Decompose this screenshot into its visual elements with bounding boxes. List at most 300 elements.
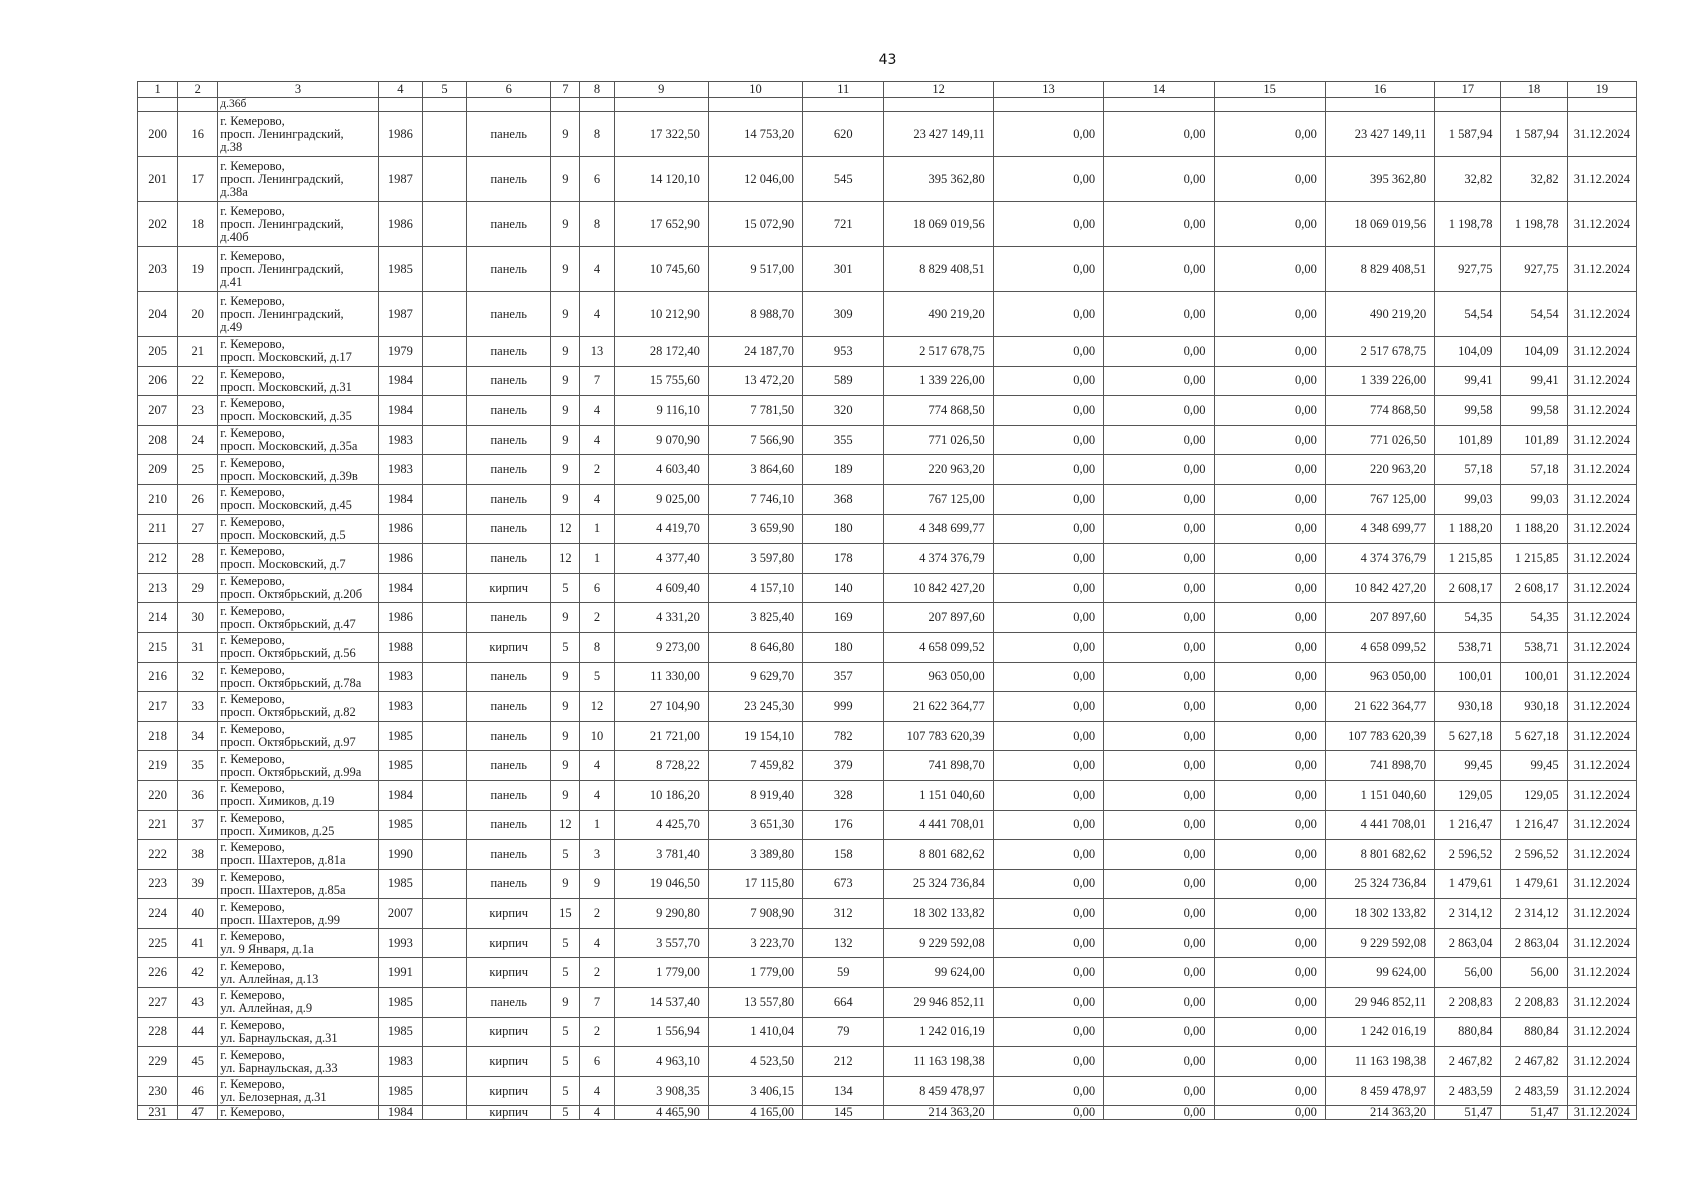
table-cell-col4: 1986: [378, 544, 422, 574]
table-cell-col17: 2 608,17: [1435, 573, 1501, 603]
table-cell-col14: 0,00: [1104, 899, 1214, 929]
table-cell-col9: 3 781,40: [614, 840, 708, 870]
table-cell-col19: 31.12.2024: [1567, 157, 1636, 202]
table-cell-col11: 357: [803, 662, 884, 692]
table-cell-col12: 2 517 678,75: [884, 337, 993, 367]
table-cell-col7: 12: [551, 810, 580, 840]
table-cell-col10: 19 154,10: [708, 721, 802, 751]
table-cell-col12: 220 963,20: [884, 455, 993, 485]
table-cell-col17: 101,89: [1435, 425, 1501, 455]
table-cell-col5: [422, 928, 466, 958]
address-cell: г. Кемерово, просп. Московский, д.31: [218, 366, 379, 396]
table-row: [138, 484, 1637, 514]
table-cell-col17: 2 208,83: [1435, 988, 1501, 1018]
table-cell-col12: 767 125,00: [884, 484, 993, 514]
table-cell-col15: 0,00: [1214, 899, 1325, 929]
table-cell-col11: 301: [803, 247, 884, 292]
table-cell-col15: 0,00: [1214, 632, 1325, 662]
table-row: [138, 958, 1637, 988]
table-cell-col5: [422, 1017, 466, 1047]
table-cell-col12: 4 658 099,52: [884, 632, 993, 662]
table-cell-col4: 1993: [378, 928, 422, 958]
table-cell-col2: 31: [178, 632, 218, 662]
table-row: [138, 692, 1637, 722]
table-cell-col15: 0,00: [1214, 780, 1325, 810]
table-cell-col14: 0,00: [1104, 292, 1214, 337]
table-cell-col7: 9: [551, 751, 580, 781]
table-cell-col10: 13 557,80: [708, 988, 802, 1018]
table-cell-col17: 99,58: [1435, 396, 1501, 426]
table-cell-col5: [422, 1076, 466, 1106]
table-cell-col5: [422, 840, 466, 870]
table-cell-col17: 1 587,94: [1435, 112, 1501, 157]
table-cell-col15: 0,00: [1214, 1106, 1325, 1120]
table-cell-col9: 14 120,10: [614, 157, 708, 202]
table-cell-col14: 0,00: [1104, 632, 1214, 662]
table-cell-col18: 2 483,59: [1501, 1076, 1567, 1106]
table-cell-col14: 0,00: [1104, 988, 1214, 1018]
table-cell-col12: 9 229 592,08: [884, 928, 993, 958]
table-cell-col1: 231: [138, 1106, 178, 1120]
table-cell-col13: 0,00: [993, 721, 1103, 751]
table-cell-col10: 3 825,40: [708, 603, 802, 633]
table-cell-col2: 28: [178, 544, 218, 574]
table-cell-col15: 0,00: [1214, 337, 1325, 367]
table-cell-col19: 31.12.2024: [1567, 514, 1636, 544]
table-cell-col5: [422, 721, 466, 751]
table-cell-col18: 1 587,94: [1501, 112, 1567, 157]
table-row: [138, 632, 1637, 662]
table-row: [138, 869, 1637, 899]
table-cell-col12: 29 946 852,11: [884, 988, 993, 1018]
table-cell-col17: 2 467,82: [1435, 1047, 1501, 1077]
table-cell-col7: 9: [551, 157, 580, 202]
table-cell-col12: 4 374 376,79: [884, 544, 993, 574]
table-cell-col12: 395 362,80: [884, 157, 993, 202]
table-cell-col17: 99,03: [1435, 484, 1501, 514]
table-cell-col18: 99,45: [1501, 751, 1567, 781]
table-cell-col5: [422, 425, 466, 455]
table-cell-col6: панель: [467, 202, 551, 247]
table-cell-col6: кирпич: [467, 958, 551, 988]
table-cell-col17: 2 314,12: [1435, 899, 1501, 929]
table-cell-col6: кирпич: [467, 1017, 551, 1047]
table-cell-col1: 211: [138, 514, 178, 544]
table-cell-col18: 930,18: [1501, 692, 1567, 722]
table-cell-col19: 31.12.2024: [1567, 544, 1636, 574]
table-cell-col13: 0,00: [993, 112, 1103, 157]
table-cell-col9: 10 212,90: [614, 292, 708, 337]
continuation-row: [138, 98, 1637, 112]
table-cell-col9: 1 556,94: [614, 1017, 708, 1047]
table-cell-col13: 0,00: [993, 484, 1103, 514]
table-cell-col12: 21 622 364,77: [884, 692, 993, 722]
table-cell-col18: 104,09: [1501, 337, 1567, 367]
table-cell-col8: 4: [580, 751, 614, 781]
column-header-2: 2: [178, 82, 218, 98]
table-cell-col9: 9 290,80: [614, 899, 708, 929]
table-row: [138, 544, 1637, 574]
table-cell-col9: 3 557,70: [614, 928, 708, 958]
table-cell-col17: 1 188,20: [1435, 514, 1501, 544]
table-cell-col7: 5: [551, 1047, 580, 1077]
table-cell-col8: 2: [580, 958, 614, 988]
table-cell-col6: панель: [467, 337, 551, 367]
table-cell-col13: 0,00: [993, 366, 1103, 396]
table-cell-col19: 31.12.2024: [1567, 112, 1636, 157]
table-cell-col14: 0,00: [1104, 337, 1214, 367]
table-cell-col9: 9 116,10: [614, 396, 708, 426]
table-cell-col13: 0,00: [993, 1047, 1103, 1077]
table-cell-col15: 0,00: [1214, 869, 1325, 899]
table-cell-col5: [422, 573, 466, 603]
table-cell-col9: 4 609,40: [614, 573, 708, 603]
table-cell-col1: 204: [138, 292, 178, 337]
table-cell-col4: 1986: [378, 603, 422, 633]
column-header-18: 18: [1501, 82, 1567, 98]
table-cell-col15: 0,00: [1214, 988, 1325, 1018]
table-cell-col19: 31.12.2024: [1567, 662, 1636, 692]
table-cell-col7: 5: [551, 1017, 580, 1047]
table-cell-col1: 203: [138, 247, 178, 292]
table-cell-col8: 2: [580, 1017, 614, 1047]
address-cell: г. Кемерово, просп. Ленинградский, д.38а: [218, 157, 379, 202]
table-cell-col8: 2: [580, 455, 614, 485]
table-cell-col17: 51,47: [1435, 1106, 1501, 1120]
table-cell-col6: панель: [467, 692, 551, 722]
table-cell-col2: 36: [178, 780, 218, 810]
table-cell-col19: 31.12.2024: [1567, 366, 1636, 396]
table-cell-col16: 207 897,60: [1325, 603, 1434, 633]
column-header-14: 14: [1104, 82, 1214, 98]
table-cell-col11: 545: [803, 157, 884, 202]
table-cell-col14: 0,00: [1104, 573, 1214, 603]
table-cell-col8: 13: [580, 337, 614, 367]
table-row: [138, 603, 1637, 633]
table-cell-col10: 15 072,90: [708, 202, 802, 247]
table-cell-col2: 41: [178, 928, 218, 958]
table-cell-col9: 4 419,70: [614, 514, 708, 544]
table-cell-col10: 7 459,82: [708, 751, 802, 781]
table-cell-col5: [422, 112, 466, 157]
address-cell: г. Кемерово, просп. Октябрьский, д.20б: [218, 573, 379, 603]
table-cell-col17: 54,54: [1435, 292, 1501, 337]
table-cell-col4: 1985: [378, 247, 422, 292]
page-number: 43: [878, 52, 897, 68]
table-cell-col4: 1984: [378, 366, 422, 396]
table-cell-col12: 107 783 620,39: [884, 721, 993, 751]
table-cell-col5: [422, 514, 466, 544]
table-row: [138, 292, 1637, 337]
table-cell-col16: 18 069 019,56: [1325, 202, 1434, 247]
table-cell-col14: 0,00: [1104, 1047, 1214, 1077]
table-cell-col6: панель: [467, 157, 551, 202]
table-cell-col5: [422, 810, 466, 840]
table-cell-col15: 0,00: [1214, 484, 1325, 514]
table-cell-col17: 2 483,59: [1435, 1076, 1501, 1106]
table-cell-col13: 0,00: [993, 514, 1103, 544]
address-cell: г. Кемерово, просп. Октябрьский, д.56: [218, 632, 379, 662]
table-cell-col6: панель: [467, 780, 551, 810]
table-cell-col19: 31.12.2024: [1567, 840, 1636, 870]
table-cell-col16: 4 658 099,52: [1325, 632, 1434, 662]
table-cell-col15: 0,00: [1214, 514, 1325, 544]
table-cell-col15: 0,00: [1214, 603, 1325, 633]
table-cell-col2: 25: [178, 455, 218, 485]
table-cell-col6: кирпич: [467, 1106, 551, 1120]
table-cell-col11: 79: [803, 1017, 884, 1047]
table-cell-col13: 0,00: [993, 337, 1103, 367]
address-cell: г. Кемерово,: [218, 1106, 379, 1120]
table-cell-col11: 328: [803, 780, 884, 810]
table-cell-col11: 158: [803, 840, 884, 870]
table-cell-col4: 1979: [378, 337, 422, 367]
table-cell-col16: 741 898,70: [1325, 751, 1434, 781]
table-cell-col17: 54,35: [1435, 603, 1501, 633]
address-cell: г. Кемерово, просп. Октябрьский, д.47: [218, 603, 379, 633]
table-cell-col8: 8: [580, 202, 614, 247]
table-cell-col2: 35: [178, 751, 218, 781]
table-cell-col2: 24: [178, 425, 218, 455]
table-cell-col13: 0,00: [993, 899, 1103, 929]
table-cell-col15: 0,00: [1214, 928, 1325, 958]
table-cell-col15: 0,00: [1214, 1017, 1325, 1047]
table-cell-col11: 673: [803, 869, 884, 899]
table-cell-col19: 31.12.2024: [1567, 721, 1636, 751]
table-cell-col15: 0,00: [1214, 958, 1325, 988]
table-cell-col6: кирпич: [467, 928, 551, 958]
table-cell-col7: 5: [551, 958, 580, 988]
address-cell: г. Кемерово, ул. 9 Января, д.1а: [218, 928, 379, 958]
column-header-9: 9: [614, 82, 708, 98]
table-cell-col8: 8: [580, 632, 614, 662]
table-cell-col12: 18 302 133,82: [884, 899, 993, 929]
table-cell-col8: 4: [580, 780, 614, 810]
table-cell-col11: 212: [803, 1047, 884, 1077]
table-cell-col7: 15: [551, 899, 580, 929]
column-header-15: 15: [1214, 82, 1325, 98]
table-cell-col12: 1 339 226,00: [884, 366, 993, 396]
table-cell-col16: 10 842 427,20: [1325, 573, 1434, 603]
table-cell-col7: 9: [551, 202, 580, 247]
address-cell: г. Кемерово, просп. Ленинградский, д.49: [218, 292, 379, 337]
table-cell-col12: 10 842 427,20: [884, 573, 993, 603]
table-cell-col18: 927,75: [1501, 247, 1567, 292]
table-cell-col4: 1985: [378, 721, 422, 751]
table-cell-col16: 99 624,00: [1325, 958, 1434, 988]
table-cell-col7: 5: [551, 1106, 580, 1120]
table-cell-col9: 11 330,00: [614, 662, 708, 692]
table-cell-col14: 0,00: [1104, 1106, 1214, 1120]
address-cell: г. Кемерово, просп. Московский, д.7: [218, 544, 379, 574]
table-cell-col17: 32,82: [1435, 157, 1501, 202]
table-cell-col12: 23 427 149,11: [884, 112, 993, 157]
table-cell-col11: 312: [803, 899, 884, 929]
table-cell-col15: 0,00: [1214, 1047, 1325, 1077]
table-row: [138, 157, 1637, 202]
table-cell-col5: [422, 202, 466, 247]
table-cell-col4: 1987: [378, 292, 422, 337]
address-cell: г. Кемерово, просп. Шахтеров, д.81а: [218, 840, 379, 870]
table-cell-col9: 17 652,90: [614, 202, 708, 247]
table-cell-col14: 0,00: [1104, 958, 1214, 988]
table-cell-col1: 212: [138, 544, 178, 574]
table-cell-col7: 5: [551, 1076, 580, 1106]
table-cell-col1: 217: [138, 692, 178, 722]
address-cell: г. Кемерово, просп. Ленинградский, д.38: [218, 112, 379, 157]
table-cell-col16: 11 163 198,38: [1325, 1047, 1434, 1077]
table-cell-col1: 229: [138, 1047, 178, 1077]
table-cell-col8: 10: [580, 721, 614, 751]
table-cell-col16: 2 517 678,75: [1325, 337, 1434, 367]
table-cell-col9: 10 186,20: [614, 780, 708, 810]
table-cell-col10: 23 245,30: [708, 692, 802, 722]
table-cell-col2: 30: [178, 603, 218, 633]
table-cell-col8: 4: [580, 292, 614, 337]
table-cell-col19: 31.12.2024: [1567, 573, 1636, 603]
table-row: [138, 662, 1637, 692]
table-cell-col5: [422, 544, 466, 574]
table-cell-col7: 5: [551, 840, 580, 870]
table-cell-col9: 4 425,70: [614, 810, 708, 840]
table-cell-col12: 4 348 699,77: [884, 514, 993, 544]
table-cell-col5: [422, 780, 466, 810]
table-cell-col16: 220 963,20: [1325, 455, 1434, 485]
table-cell-col16: 774 868,50: [1325, 396, 1434, 426]
table-cell-col7: 12: [551, 514, 580, 544]
table-cell-col7: 9: [551, 692, 580, 722]
table-cell-col6: панель: [467, 455, 551, 485]
table-cell-col17: 99,41: [1435, 366, 1501, 396]
table-cell-col15: 0,00: [1214, 573, 1325, 603]
table-cell-col1: 220: [138, 780, 178, 810]
table-cell-col11: 355: [803, 425, 884, 455]
table-cell-col4: 1984: [378, 484, 422, 514]
table-cell-col19: 31.12.2024: [1567, 928, 1636, 958]
table-cell-col7: 9: [551, 396, 580, 426]
table-cell-col1: 228: [138, 1017, 178, 1047]
table-cell-col4: 1991: [378, 958, 422, 988]
table-cell-col4: 1985: [378, 810, 422, 840]
table-cell-col16: 107 783 620,39: [1325, 721, 1434, 751]
table-cell-col12: 774 868,50: [884, 396, 993, 426]
table-cell-col14: 0,00: [1104, 1076, 1214, 1106]
table-cell-col8: 4: [580, 425, 614, 455]
table-cell-col10: 24 187,70: [708, 337, 802, 367]
table-cell-col4: 1983: [378, 692, 422, 722]
table-cell-col14: 0,00: [1104, 366, 1214, 396]
table-cell-col7: 9: [551, 112, 580, 157]
table-cell-col16: 490 219,20: [1325, 292, 1434, 337]
table-cell-col11: 782: [803, 721, 884, 751]
table-cell-col14: 0,00: [1104, 869, 1214, 899]
table-cell-col14: 0,00: [1104, 692, 1214, 722]
table-cell-col14: 0,00: [1104, 751, 1214, 781]
address-cell: г. Кемерово, просп. Химиков, д.25: [218, 810, 379, 840]
table-cell-col19: 31.12.2024: [1567, 869, 1636, 899]
table-cell-col4: 1985: [378, 1017, 422, 1047]
table-cell-col10: 8 988,70: [708, 292, 802, 337]
table-cell-col14: 0,00: [1104, 202, 1214, 247]
table-cell-col18: 99,03: [1501, 484, 1567, 514]
table-cell-col10: 8 919,40: [708, 780, 802, 810]
table-cell-col11: 189: [803, 455, 884, 485]
address-cell: г. Кемерово, просп. Октябрьский, д.82: [218, 692, 379, 722]
table-cell-col8: 1: [580, 514, 614, 544]
table-cell-col14: 0,00: [1104, 396, 1214, 426]
table-cell-col19: 31.12.2024: [1567, 1106, 1636, 1120]
table-cell-col4: 1985: [378, 988, 422, 1018]
table-cell-col18: 1 198,78: [1501, 202, 1567, 247]
table-cell-col13: 0,00: [993, 455, 1103, 485]
table-cell-col2: 47: [178, 1106, 218, 1120]
table-cell-col15: 0,00: [1214, 247, 1325, 292]
table-cell-col16: 4 348 699,77: [1325, 514, 1434, 544]
table-cell-col8: 4: [580, 928, 614, 958]
table-cell-col10: 9 517,00: [708, 247, 802, 292]
address-cell: г. Кемерово, просп. Октябрьский, д.99а: [218, 751, 379, 781]
table-cell-col16: 963 050,00: [1325, 662, 1434, 692]
table-cell-col17: 1 479,61: [1435, 869, 1501, 899]
table-cell-col1: 200: [138, 112, 178, 157]
table-cell-col15: 0,00: [1214, 751, 1325, 781]
table-cell-col7: 9: [551, 337, 580, 367]
table-cell-col18: 54,35: [1501, 603, 1567, 633]
table-cell-col15: 0,00: [1214, 157, 1325, 202]
table-cell-col19: 31.12.2024: [1567, 425, 1636, 455]
table-cell-col12: 771 026,50: [884, 425, 993, 455]
table-cell-col14: 0,00: [1104, 425, 1214, 455]
table-cell-col18: 57,18: [1501, 455, 1567, 485]
address-cell: г. Кемерово, просп. Московский, д.5: [218, 514, 379, 544]
table-cell-col7: 9: [551, 988, 580, 1018]
table-cell-col6: панель: [467, 869, 551, 899]
table-cell-col7: 5: [551, 928, 580, 958]
table-cell-col16: 21 622 364,77: [1325, 692, 1434, 722]
table-cell-col4: 1990: [378, 840, 422, 870]
table-cell-col10: 4 523,50: [708, 1047, 802, 1077]
table-cell-col7: 5: [551, 632, 580, 662]
table-cell-col16: 8 801 682,62: [1325, 840, 1434, 870]
table-cell-col16: 4 374 376,79: [1325, 544, 1434, 574]
table-cell-col5: [422, 484, 466, 514]
table-cell-col8: 1: [580, 810, 614, 840]
table-cell-col15: 0,00: [1214, 202, 1325, 247]
table-cell-col16: 29 946 852,11: [1325, 988, 1434, 1018]
table-cell-col17: 1 216,47: [1435, 810, 1501, 840]
table-cell-col16: 4 441 708,01: [1325, 810, 1434, 840]
table-cell-col8: 5: [580, 662, 614, 692]
table-cell-col10: 7 781,50: [708, 396, 802, 426]
table-cell-col11: 368: [803, 484, 884, 514]
table-cell-col11: 134: [803, 1076, 884, 1106]
table-cell-col18: 99,58: [1501, 396, 1567, 426]
table-cell-col6: панель: [467, 662, 551, 692]
column-header-11: 11: [803, 82, 884, 98]
table-cell-col18: 1 215,85: [1501, 544, 1567, 574]
address-cell: г. Кемерово, просп. Шахтеров, д.99: [218, 899, 379, 929]
table-cell-col9: 4 331,20: [614, 603, 708, 633]
table-cell-col19: 31.12.2024: [1567, 988, 1636, 1018]
table-cell-col1: 230: [138, 1076, 178, 1106]
table-cell-col8: 4: [580, 484, 614, 514]
table-cell-col5: [422, 337, 466, 367]
table-cell-col2: 46: [178, 1076, 218, 1106]
table-cell-col7: 9: [551, 780, 580, 810]
table-cell-col5: [422, 692, 466, 722]
table-cell-col19: 31.12.2024: [1567, 247, 1636, 292]
table-cell-col7: 9: [551, 366, 580, 396]
